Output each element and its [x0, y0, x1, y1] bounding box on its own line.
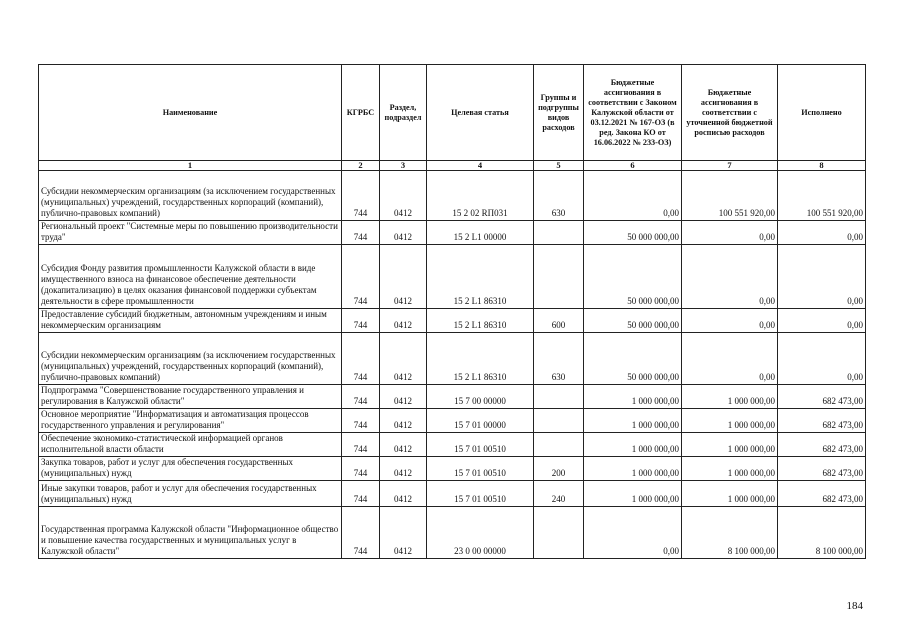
row-section: 0412	[380, 433, 427, 457]
row-name: Обеспечение экономико-статистической информацией органов исполнительной власти области	[39, 433, 342, 457]
row-group: 200	[534, 457, 584, 481]
row-group	[534, 507, 584, 559]
row-name: Региональный проект "Системные меры по повышению производительности труда"	[39, 221, 342, 245]
row-target: 15 7 01 00510	[427, 457, 534, 481]
row-target: 15 2 L1 00000	[427, 221, 534, 245]
header-assigned-law: Бюджетные ассигнования в соответствии с Законом Калужской области от 03.12.2021 № 167-ОЗ (в ред. Закона КО от 16.06.2022 № 233-ОЗ)	[584, 65, 682, 161]
row-refined: 1 000 000,00	[682, 409, 778, 433]
row-target: 15 7 00 00000	[427, 385, 534, 409]
row-name: Государственная программа Калужской области "Информационное общество и повышение качества государственных и муниципальных услуг в Калужской области"	[39, 507, 342, 559]
row-target: 15 2 L1 86310	[427, 309, 534, 333]
row-target: 15 2 02 RП031	[427, 171, 534, 221]
row-law: 50 000 000,00	[584, 221, 682, 245]
header-executed: Исполнено	[778, 65, 866, 161]
row-group	[534, 385, 584, 409]
row-group	[534, 409, 584, 433]
header-section: Раздел, подраздел	[380, 65, 427, 161]
column-number: 1	[39, 161, 342, 171]
column-number: 6	[584, 161, 682, 171]
header-target: Целевая статья	[427, 65, 534, 161]
row-executed: 682 473,00	[778, 385, 866, 409]
row-law: 0,00	[584, 507, 682, 559]
table-row	[39, 457, 866, 481]
row-group: 630	[534, 171, 584, 221]
row-name: Иные закупки товаров, работ и услуг для обеспечения государственных (муниципальных) нужд	[39, 481, 342, 507]
row-executed: 100 551 920,00	[778, 171, 866, 221]
column-number: 2	[342, 161, 380, 171]
row-section: 0412	[380, 481, 427, 507]
row-kgrbs: 744	[342, 433, 380, 457]
row-kgrbs: 744	[342, 481, 380, 507]
row-law: 1 000 000,00	[584, 385, 682, 409]
row-law: 1 000 000,00	[584, 433, 682, 457]
row-executed: 0,00	[778, 309, 866, 333]
row-target: 23 0 00 00000	[427, 507, 534, 559]
table-row	[39, 309, 866, 333]
row-law: 1 000 000,00	[584, 409, 682, 433]
row-name: Субсидии некоммерческим организациям (за исключением государственных (муниципальных) учреждений, государственных корпораций (компаний), публично-правовых компаний)	[39, 171, 342, 221]
budget-table	[38, 64, 866, 559]
row-section: 0412	[380, 409, 427, 433]
header-name: Наименование	[39, 65, 342, 161]
row-law: 50 000 000,00	[584, 245, 682, 309]
column-number: 8	[778, 161, 866, 171]
row-kgrbs: 744	[342, 309, 380, 333]
row-section: 0412	[380, 309, 427, 333]
header-row	[39, 65, 866, 161]
row-refined: 0,00	[682, 221, 778, 245]
row-executed: 682 473,00	[778, 481, 866, 507]
row-refined: 0,00	[682, 309, 778, 333]
row-group: 240	[534, 481, 584, 507]
row-law: 0,00	[584, 171, 682, 221]
row-executed: 8 100 000,00	[778, 507, 866, 559]
column-number: 5	[534, 161, 584, 171]
row-target: 15 7 01 00000	[427, 409, 534, 433]
table-row	[39, 481, 866, 507]
table-row	[39, 409, 866, 433]
row-section: 0412	[380, 245, 427, 309]
row-executed: 682 473,00	[778, 457, 866, 481]
row-refined: 1 000 000,00	[682, 481, 778, 507]
row-target: 15 7 01 00510	[427, 433, 534, 457]
row-refined: 8 100 000,00	[682, 507, 778, 559]
header-assigned-refined: Бюджетные ассигнования в соответствии с уточненной бюджетной росписью расходов	[682, 65, 778, 161]
row-section: 0412	[380, 221, 427, 245]
row-group: 600	[534, 309, 584, 333]
column-number-row	[39, 161, 866, 171]
header-groups: Группы и подгруппы видов расходов	[534, 65, 584, 161]
row-section: 0412	[380, 385, 427, 409]
table-row	[39, 221, 866, 245]
row-law: 1 000 000,00	[584, 457, 682, 481]
row-name: Закупка товаров, работ и услуг для обеспечения государственных (муниципальных) нужд	[39, 457, 342, 481]
row-refined: 100 551 920,00	[682, 171, 778, 221]
column-number: 7	[682, 161, 778, 171]
table-row	[39, 433, 866, 457]
row-law: 50 000 000,00	[584, 309, 682, 333]
row-name: Субсидии некоммерческим организациям (за исключением государственных (муниципальных) учреждений, государственных корпораций (компаний), публично-правовых компаний)	[39, 333, 342, 385]
row-kgrbs: 744	[342, 457, 380, 481]
row-group	[534, 245, 584, 309]
row-executed: 0,00	[778, 221, 866, 245]
row-law: 1 000 000,00	[584, 481, 682, 507]
page-number: 184	[846, 600, 863, 612]
row-name: Субсидия Фонду развития промышленности Калужской области в виде имущественного взноса на финансовое обеспечение деятельности (докапитализацию) в целях оказания финансовой поддержки субъектам деятельности в сфере промышленности	[39, 245, 342, 309]
row-refined: 0,00	[682, 333, 778, 385]
row-name: Основное мероприятие "Информатизация и автоматизация процессов государственного управления и регулирования"	[39, 409, 342, 433]
column-number: 3	[380, 161, 427, 171]
row-refined: 1 000 000,00	[682, 385, 778, 409]
row-group	[534, 433, 584, 457]
table-row	[39, 333, 866, 385]
row-law: 50 000 000,00	[584, 333, 682, 385]
header-kgrbs: КГРБС	[342, 65, 380, 161]
row-kgrbs: 744	[342, 385, 380, 409]
row-kgrbs: 744	[342, 245, 380, 309]
row-refined: 1 000 000,00	[682, 433, 778, 457]
row-executed: 0,00	[778, 333, 866, 385]
row-kgrbs: 744	[342, 333, 380, 385]
row-executed: 0,00	[778, 245, 866, 309]
row-group	[534, 221, 584, 245]
row-group: 630	[534, 333, 584, 385]
row-executed: 682 473,00	[778, 433, 866, 457]
column-number: 4	[427, 161, 534, 171]
row-section: 0412	[380, 507, 427, 559]
row-name: Подпрограмма "Совершенствование государственного управления и регулирования в Калужской области"	[39, 385, 342, 409]
row-section: 0412	[380, 333, 427, 385]
row-section: 0412	[380, 171, 427, 221]
row-section: 0412	[380, 457, 427, 481]
row-refined: 1 000 000,00	[682, 457, 778, 481]
row-target: 15 7 01 00510	[427, 481, 534, 507]
table-row	[39, 245, 866, 309]
row-kgrbs: 744	[342, 221, 380, 245]
row-executed: 682 473,00	[778, 409, 866, 433]
table-row	[39, 171, 866, 221]
row-name: Предоставление субсидий бюджетным, автономным учреждениям и иным некоммерческим организациям	[39, 309, 342, 333]
row-kgrbs: 744	[342, 171, 380, 221]
row-refined: 0,00	[682, 245, 778, 309]
row-kgrbs: 744	[342, 507, 380, 559]
row-target: 15 2 L1 86310	[427, 245, 534, 309]
row-target: 15 2 L1 86310	[427, 333, 534, 385]
table-row	[39, 385, 866, 409]
row-kgrbs: 744	[342, 409, 380, 433]
table-row	[39, 507, 866, 559]
